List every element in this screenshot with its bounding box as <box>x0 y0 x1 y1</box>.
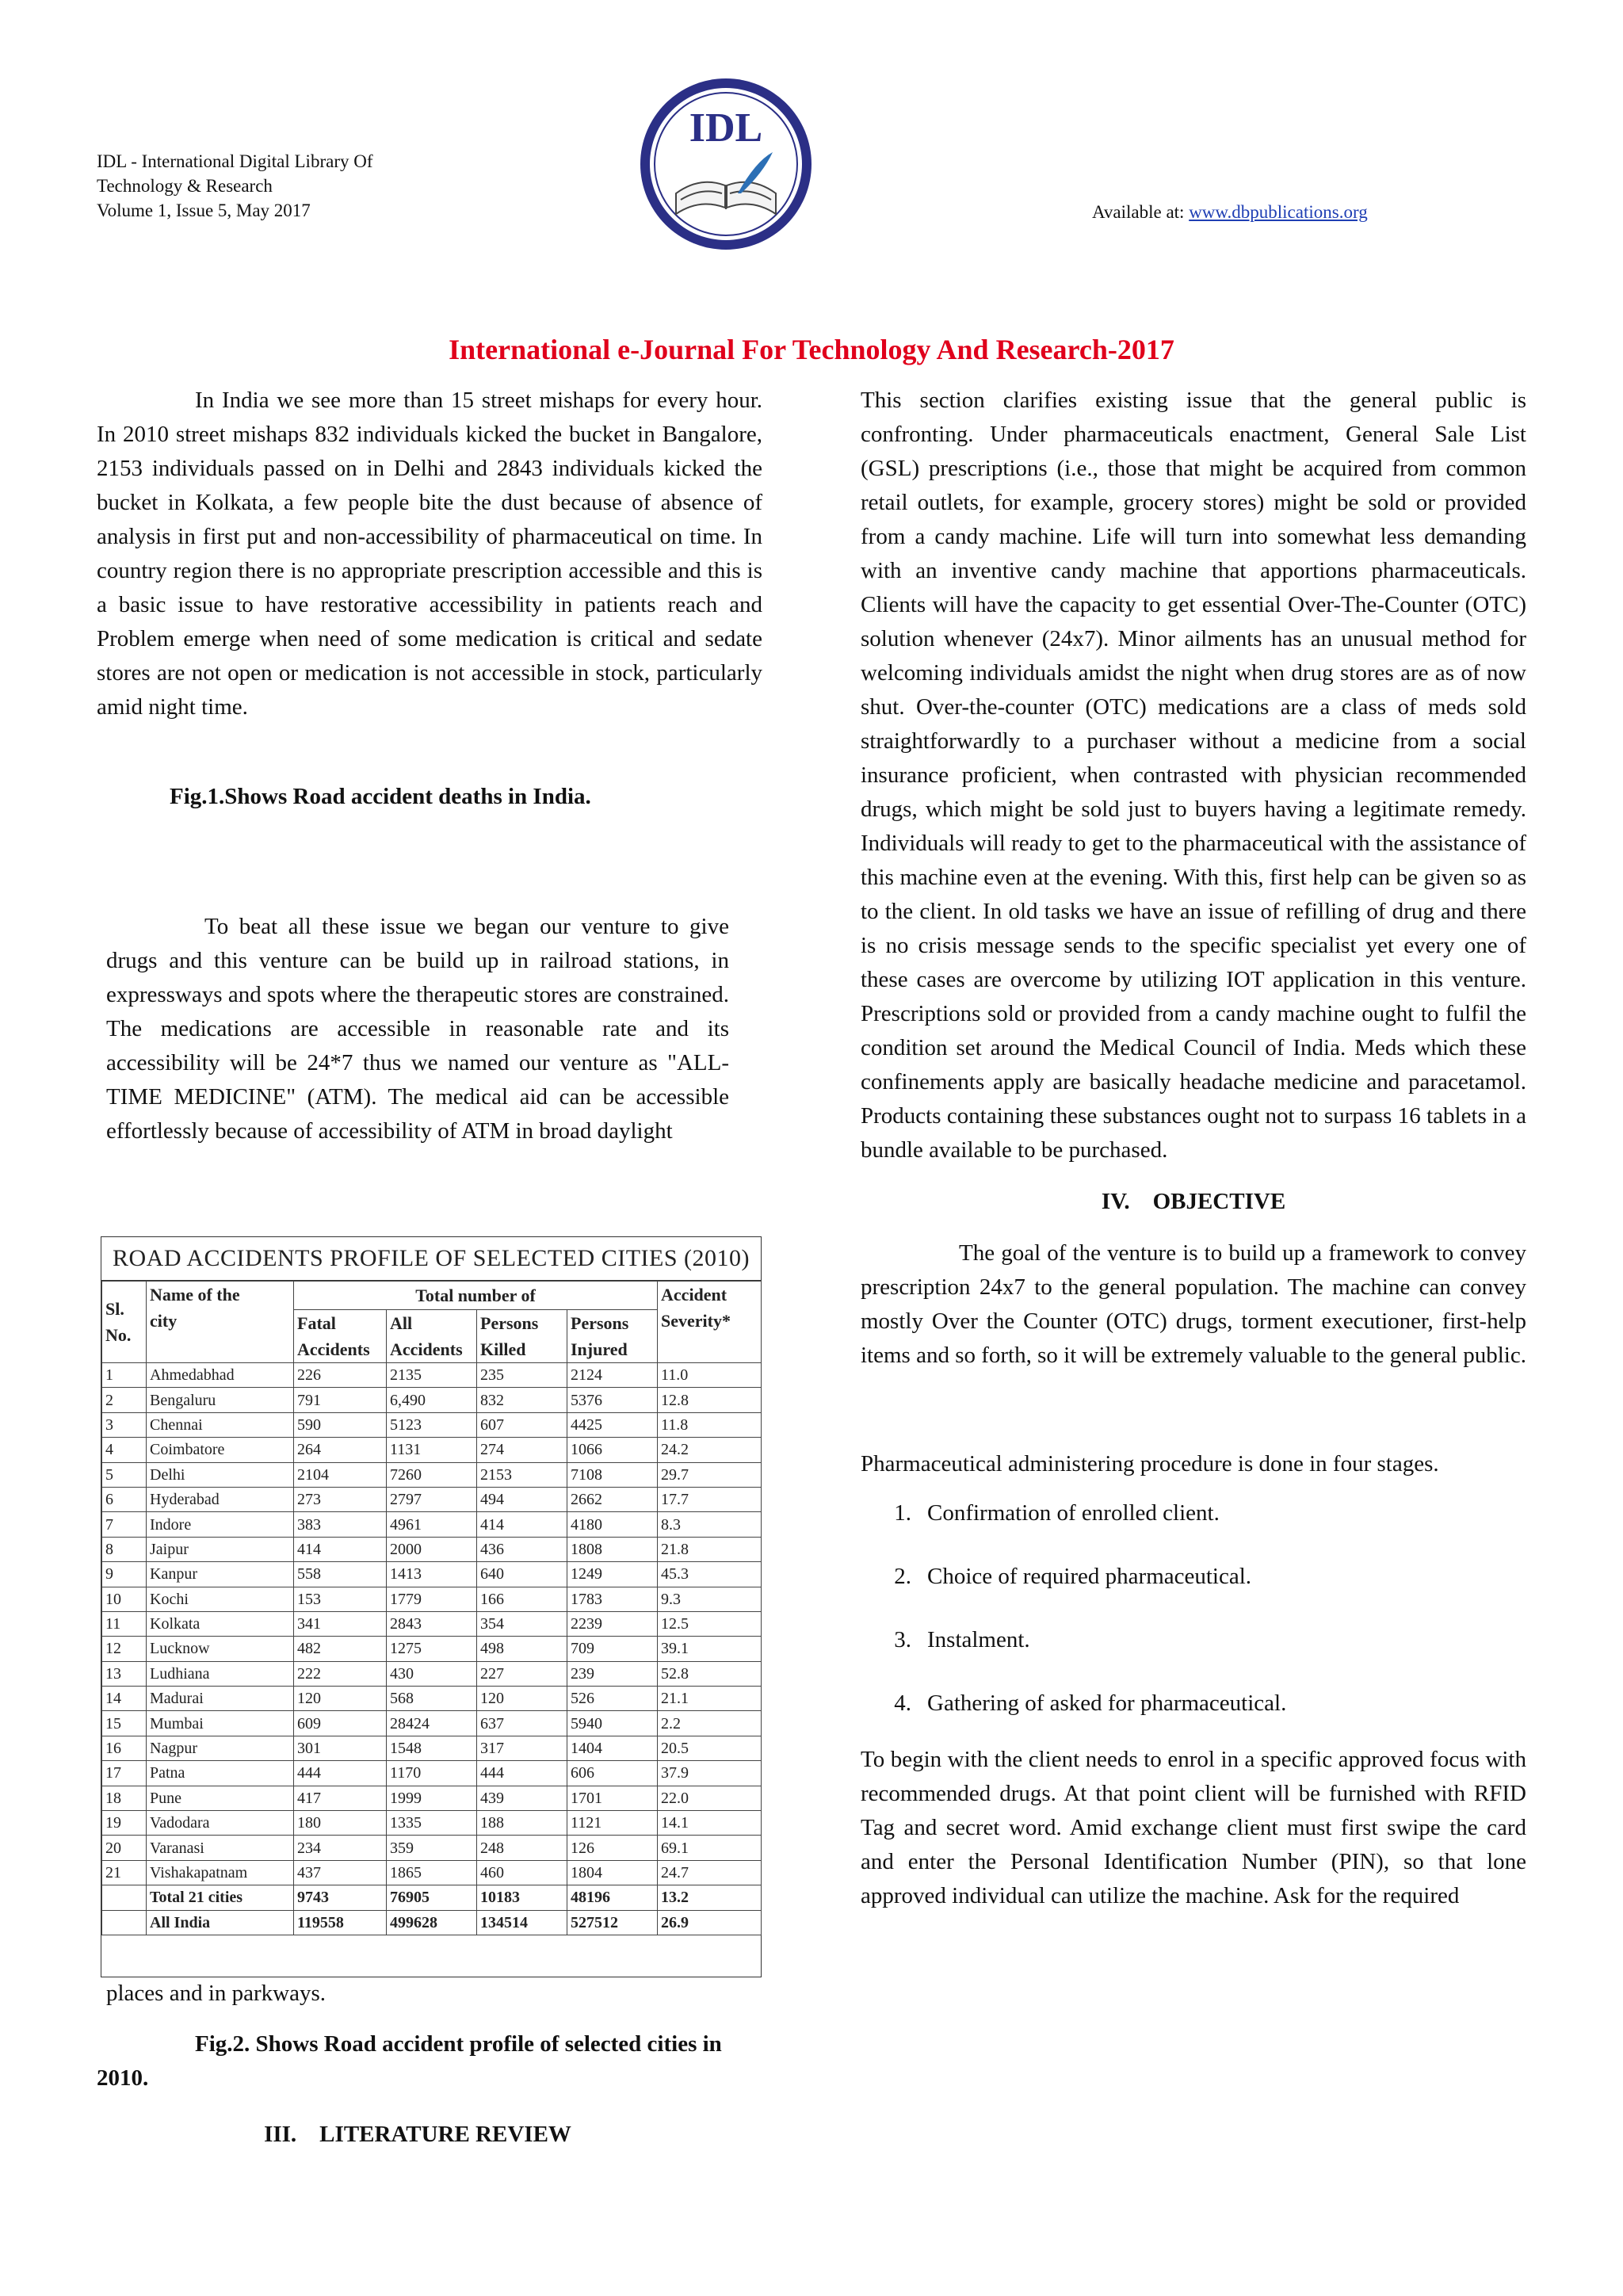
table-cell: 2.2 <box>658 1711 762 1736</box>
table-cell: 11 <box>102 1611 147 1636</box>
table-cell: 15 <box>102 1711 147 1736</box>
section-3-heading: III. LITERATURE REVIEW <box>264 2122 571 2147</box>
table-cell: 248 <box>477 1836 567 1860</box>
table-cell: 48196 <box>567 1885 658 1910</box>
header-persons-killed: Persons Killed <box>477 1310 567 1363</box>
header-severity: Accident Severity* <box>658 1282 762 1363</box>
table-row <box>102 1611 762 1636</box>
table-cell: 2843 <box>387 1611 477 1636</box>
table-cell: Ahmedabhad <box>147 1363 294 1388</box>
figure-2-caption: Fig.2. Shows Road accident profile of selected cities in 2010. <box>97 2031 722 2091</box>
table-cell: 9 <box>102 1562 147 1587</box>
intro-paragraph: In India we see more than 15 street mishaps for every hour. In 2010 street mishaps 832 individuals kicked the bucket in Bangalore, 2153 individuals passed on in Delhi and 2843 individuals kicked the bucket in Kolkata, a few people bite the dust because of absence of analysis in first put and non-accessibility of pharmaceutical on time. In country region there is no appropriate prescription accessible and this is a basic issue to have restorative accessibility in patients reach and Problem emerge when need of some medication is critical and sedate stores are not open or medication is not accessible in stock, particularly amid night time. <box>97 388 762 720</box>
table-row <box>102 1562 762 1587</box>
table-cell: 1413 <box>387 1562 477 1587</box>
table-cell: 12.5 <box>658 1611 762 1636</box>
publisher-line-1: IDL - International Digital Library Of <box>97 151 373 171</box>
table-row <box>102 1388 762 1412</box>
journal-title: International e-Journal For Technology And Research-2017 <box>449 334 1174 365</box>
table-cell: 1131 <box>387 1438 477 1462</box>
table-row <box>102 1786 762 1810</box>
table-cell: 590 <box>294 1412 387 1437</box>
journal-publisher-info <box>97 149 373 223</box>
table-cell <box>102 1885 147 1910</box>
table-cell: 5940 <box>567 1711 658 1736</box>
table-cell: 3 <box>102 1412 147 1437</box>
stages-list <box>861 1481 1526 1735</box>
table-cell: 1066 <box>567 1438 658 1462</box>
table-cell: 20 <box>102 1836 147 1860</box>
table-cell: 18 <box>102 1786 147 1810</box>
left-column-lower <box>106 1977 729 2011</box>
table-cell: 414 <box>477 1512 567 1537</box>
table-cell: Madurai <box>147 1687 294 1711</box>
table-cell: 9.3 <box>658 1587 762 1611</box>
table-cell: 239 <box>567 1661 658 1686</box>
table-cell: 120 <box>477 1687 567 1711</box>
table-cell: 8.3 <box>658 1512 762 1537</box>
table-row <box>102 1637 762 1661</box>
table-row <box>102 1661 762 1686</box>
table-cell: 234 <box>294 1836 387 1860</box>
table-row <box>102 1761 762 1786</box>
table-row <box>102 1860 762 1885</box>
table-cell: 166 <box>477 1587 567 1611</box>
table-cell: 1999 <box>387 1786 477 1810</box>
table-cell: 1783 <box>567 1587 658 1611</box>
table-cell: 437 <box>294 1860 387 1885</box>
table-cell: 2662 <box>567 1487 658 1511</box>
left-column-mid <box>106 910 729 1148</box>
table-cell: 607 <box>477 1412 567 1437</box>
table-cell: Jaipur <box>147 1537 294 1561</box>
table-cell: 45.3 <box>658 1562 762 1587</box>
table-cell: 606 <box>567 1761 658 1786</box>
table-cell: 11.8 <box>658 1412 762 1437</box>
table-title: ROAD ACCIDENTS PROFILE OF SELECTED CITIES (2010) <box>101 1237 761 1281</box>
table-row <box>102 1587 762 1611</box>
availability-note <box>1092 200 1368 224</box>
table-cell: 2797 <box>387 1487 477 1511</box>
table-cell: 5123 <box>387 1412 477 1437</box>
table-cell: 7 <box>102 1512 147 1537</box>
table-cell: Lucknow <box>147 1637 294 1661</box>
table-cell: 2000 <box>387 1537 477 1561</box>
table-cell: Total 21 cities <box>147 1885 294 1910</box>
table-cell: 14.1 <box>658 1811 762 1836</box>
table-cell: 1804 <box>567 1860 658 1885</box>
table-cell: 11.0 <box>658 1363 762 1388</box>
table-cell: 134514 <box>477 1910 567 1935</box>
table-row <box>102 1687 762 1711</box>
table-cell: Bengaluru <box>147 1388 294 1412</box>
table-cell: 222 <box>294 1661 387 1686</box>
table-cell: 499628 <box>387 1910 477 1935</box>
table-cell: 19 <box>102 1811 147 1836</box>
accidents-table-body <box>102 1363 762 1935</box>
table-cell: 417 <box>294 1786 387 1810</box>
table-cell: 1808 <box>567 1537 658 1561</box>
table-row <box>102 1363 762 1388</box>
figure-2-caption-block <box>97 2027 731 2095</box>
table-cell: Chennai <box>147 1412 294 1437</box>
table-cell: 2124 <box>567 1363 658 1388</box>
table-cell: 444 <box>294 1761 387 1786</box>
table-cell: 16 <box>102 1736 147 1760</box>
table-cell: 6,490 <box>387 1388 477 1412</box>
header-all-accidents: All Accidents <box>387 1310 477 1363</box>
table-row <box>102 1711 762 1736</box>
table-cell: 6 <box>102 1487 147 1511</box>
table-row <box>102 1910 762 1935</box>
list-item: 3. Instalment. <box>894 1626 1030 1652</box>
section-3-block <box>97 2118 739 2152</box>
table-cell: 2104 <box>294 1462 387 1487</box>
table-cell: 498 <box>477 1637 567 1661</box>
publisher-line-2: Technology & Research <box>97 176 273 196</box>
table-cell: 120 <box>294 1687 387 1711</box>
table-cell: 4961 <box>387 1512 477 1537</box>
table-cell: 17 <box>102 1761 147 1786</box>
idl-logo <box>636 74 815 254</box>
enrolment-paragraph: To begin with the client needs to enrol in a specific approved focus with recommended drugs. At that point client will be furnished with RFID Tag and secret word. Amid exchange client must first swipe the card and enter the Personal Identification Number (PIN), so that lone approved individual can utilize the machine. Ask for the required <box>861 1747 1526 1908</box>
stages-intro-paragraph: Pharmaceutical administering procedure is done in four stages. <box>861 1451 1439 1477</box>
table-cell: 1 <box>102 1363 147 1388</box>
table-row <box>102 1487 762 1511</box>
table-cell: Hyderabad <box>147 1487 294 1511</box>
list-item: 1. Confirmation of enrolled client. <box>894 1499 1220 1526</box>
table-cell: 2 <box>102 1388 147 1412</box>
table-cell: Mumbai <box>147 1711 294 1736</box>
table-cell: Patna <box>147 1761 294 1786</box>
table-cell: 9743 <box>294 1885 387 1910</box>
table-row <box>102 1736 762 1760</box>
table-cell: 609 <box>294 1711 387 1736</box>
table-cell: 12.8 <box>658 1388 762 1412</box>
header-persons-injured: Persons Injured <box>567 1310 658 1363</box>
table-cell: 10 <box>102 1587 147 1611</box>
table-cell: 436 <box>477 1537 567 1561</box>
table-cell: 4 <box>102 1438 147 1462</box>
table-cell: Coimbatore <box>147 1438 294 1462</box>
table-cell: 227 <box>477 1661 567 1686</box>
table-cell: 153 <box>294 1587 387 1611</box>
table-cell: Pune <box>147 1786 294 1810</box>
table-cell: 1275 <box>387 1637 477 1661</box>
table-cell: 494 <box>477 1487 567 1511</box>
table-cell: 791 <box>294 1388 387 1412</box>
table-cell: 8 <box>102 1537 147 1561</box>
table-cell: 1335 <box>387 1811 477 1836</box>
table-cell: 460 <box>477 1860 567 1885</box>
table-cell: 7260 <box>387 1462 477 1487</box>
left-column-upper <box>97 384 762 814</box>
table-row <box>102 1412 762 1437</box>
table-cell: 69.1 <box>658 1836 762 1860</box>
table-cell: 444 <box>477 1761 567 1786</box>
table-cell: 1404 <box>567 1736 658 1760</box>
table-cell: 2239 <box>567 1611 658 1636</box>
table-cell: Delhi <box>147 1462 294 1487</box>
table-cell: 1548 <box>387 1736 477 1760</box>
table-row <box>102 1811 762 1836</box>
table-row <box>102 1885 762 1910</box>
table-row <box>102 1836 762 1860</box>
accidents-data-table <box>101 1281 762 1935</box>
table-cell: Kanpur <box>147 1562 294 1587</box>
table-cell: 226 <box>294 1363 387 1388</box>
header-city: Name of the city <box>147 1282 294 1363</box>
list-item: 4. Gathering of asked for pharmaceutical. <box>894 1690 1287 1716</box>
table-cell: 558 <box>294 1562 387 1587</box>
table-cell: 39.1 <box>658 1637 762 1661</box>
venture-paragraph: To beat all these issue we began our venture to give drugs and this venture can be build up in railroad stations, in expressways and spots where the therapeutic stores are constrained. The medications are accessible in reasonable rate and its accessibility will be 24*7 thus we named our venture as "ALL-TIME MEDICINE" (ATM). The medical aid can be accessible effortlessly because of accessibility of ATM in broad daylight <box>106 914 729 1144</box>
logo-text: IDL <box>689 105 763 151</box>
table-cell: 10183 <box>477 1885 567 1910</box>
table-cell: 126 <box>567 1836 658 1860</box>
table-cell: All India <box>147 1910 294 1935</box>
table-cell: 13.2 <box>658 1885 762 1910</box>
table-cell: 317 <box>477 1736 567 1760</box>
table-cell: 1701 <box>567 1786 658 1810</box>
table-cell <box>102 1910 147 1935</box>
table-cell: Kochi <box>147 1587 294 1611</box>
header-fatal-accidents: Fatal Accidents <box>294 1310 387 1363</box>
table-cell: 26.9 <box>658 1910 762 1935</box>
table-cell: 5 <box>102 1462 147 1487</box>
table-cell: 24.7 <box>658 1860 762 1885</box>
table-cell: 482 <box>294 1637 387 1661</box>
table-cell: 273 <box>294 1487 387 1511</box>
table-cell: 568 <box>387 1687 477 1711</box>
table-cell: 637 <box>477 1711 567 1736</box>
objective-paragraph: The goal of the venture is to build up a framework to convey prescription 24x7 to the general population. The machine can convey mostly Over the Counter (OTC) drugs, torment executioner, first-help items and so forth, so it will be extremely valuable to the general public. <box>861 1240 1526 1368</box>
table-cell: 12 <box>102 1637 147 1661</box>
table-cell: 188 <box>477 1811 567 1836</box>
table-cell: 14 <box>102 1687 147 1711</box>
table-cell: 832 <box>477 1388 567 1412</box>
table-cell: 1865 <box>387 1860 477 1885</box>
table-cell: 180 <box>294 1811 387 1836</box>
table-cell: 5376 <box>567 1388 658 1412</box>
table-cell: 4425 <box>567 1412 658 1437</box>
table-cell: 640 <box>477 1562 567 1587</box>
table-cell: 354 <box>477 1611 567 1636</box>
table-cell: 29.7 <box>658 1462 762 1487</box>
table-cell: 4180 <box>567 1512 658 1537</box>
table-cell: 1779 <box>387 1587 477 1611</box>
table-cell: 2153 <box>477 1462 567 1487</box>
table-cell: 21.8 <box>658 1537 762 1561</box>
table-cell: 119558 <box>294 1910 387 1935</box>
table-cell: 527512 <box>567 1910 658 1935</box>
right-column <box>861 384 1526 1913</box>
table-row <box>102 1462 762 1487</box>
table-row <box>102 1438 762 1462</box>
table-cell: 414 <box>294 1537 387 1561</box>
table-cell: 439 <box>477 1786 567 1810</box>
table-cell: 383 <box>294 1512 387 1537</box>
table-cell: 274 <box>477 1438 567 1462</box>
table-cell: 24.2 <box>658 1438 762 1462</box>
table-cell: Ludhiana <box>147 1661 294 1686</box>
table-cell: 21.1 <box>658 1687 762 1711</box>
table-row <box>102 1512 762 1537</box>
table-cell: 2135 <box>387 1363 477 1388</box>
table-cell: Vadodara <box>147 1811 294 1836</box>
table-cell: Varanasi <box>147 1836 294 1860</box>
table-cell: 76905 <box>387 1885 477 1910</box>
table-cell: 341 <box>294 1611 387 1636</box>
available-label: Available at: <box>1092 202 1190 222</box>
section-4-heading: IV. OBJECTIVE <box>1101 1189 1286 1214</box>
table-cell: 21 <box>102 1860 147 1885</box>
publisher-website-link[interactable]: www.dbpublications.org <box>1189 202 1368 222</box>
table-cell: 13 <box>102 1661 147 1686</box>
venture-paragraph-continued: places and in parkways. <box>106 1981 327 2006</box>
issue-paragraph: This section clarifies existing issue that the general public is confronting. Under pharmaceuticals enactment, General Sale List (GSL) prescriptions (i.e., those that might be acquired from common retail outlets, for example, grocery stores) might be sold or provided from a candy machine. Life will turn into somewhat less demanding with an inventive candy machine that apportions pharmaceuticals. Clients will have the capacity to get essential Over-The-Counter (OTC) solution whenever (24x7). Minor ailments has an unusual method for welcoming individuals amidst the night when drug stores are as of now shut. Over-the-counter (OTC) medications are a class of meds sold straightforwardly to a purchaser without a medicine from a social insurance proficient, when contrasted with physician recommended drugs, which might be sold just to buyers having a legitimate remedy. Individuals will ready to get to the pharmaceutical with the assistance of this machine even at the evening. With this, first help can be given so as to the client. In old tasks we have an issue of refilling of drug and there is no crisis message sends to the specific specialist yet every one of these cases are overcome by utilizing IOT application in this venture. Prescriptions sold or provided from a candy machine ought to fulfil the condition set around the Medical Council of India. Meds which these confinements apply are basically headache medicine and paracetamol. Products containing these substances ought not to surpass 16 tablets in a bundle available to be purchased. <box>861 388 1526 1163</box>
table-cell: 1170 <box>387 1761 477 1786</box>
table-cell: 1121 <box>567 1811 658 1836</box>
table-cell: 28424 <box>387 1711 477 1736</box>
header-total-number: Total number of <box>294 1282 658 1310</box>
table-cell: 1249 <box>567 1562 658 1587</box>
table-cell: Indore <box>147 1512 294 1537</box>
header-sl-no: Sl. No. <box>102 1282 147 1363</box>
volume-issue: Volume 1, Issue 5, May 2017 <box>97 201 311 220</box>
table-cell: 359 <box>387 1836 477 1860</box>
table-cell: 20.5 <box>658 1736 762 1760</box>
table-cell: 22.0 <box>658 1786 762 1810</box>
table-cell: 430 <box>387 1661 477 1686</box>
table-row <box>102 1537 762 1561</box>
road-accidents-table <box>101 1236 762 1977</box>
table-cell: 7108 <box>567 1462 658 1487</box>
table-cell: 235 <box>477 1363 567 1388</box>
table-cell: Nagpur <box>147 1736 294 1760</box>
table-cell: 264 <box>294 1438 387 1462</box>
table-cell: 17.7 <box>658 1487 762 1511</box>
table-cell: 52.8 <box>658 1661 762 1686</box>
table-cell: Kolkata <box>147 1611 294 1636</box>
table-cell: 526 <box>567 1687 658 1711</box>
figure-1-caption: Fig.1.Shows Road accident deaths in India. <box>170 784 591 809</box>
table-cell: 301 <box>294 1736 387 1760</box>
list-item: 2. Choice of required pharmaceutical. <box>894 1563 1252 1589</box>
table-cell: Vishakapatnam <box>147 1860 294 1885</box>
table-cell: 37.9 <box>658 1761 762 1786</box>
table-cell: 709 <box>567 1637 658 1661</box>
